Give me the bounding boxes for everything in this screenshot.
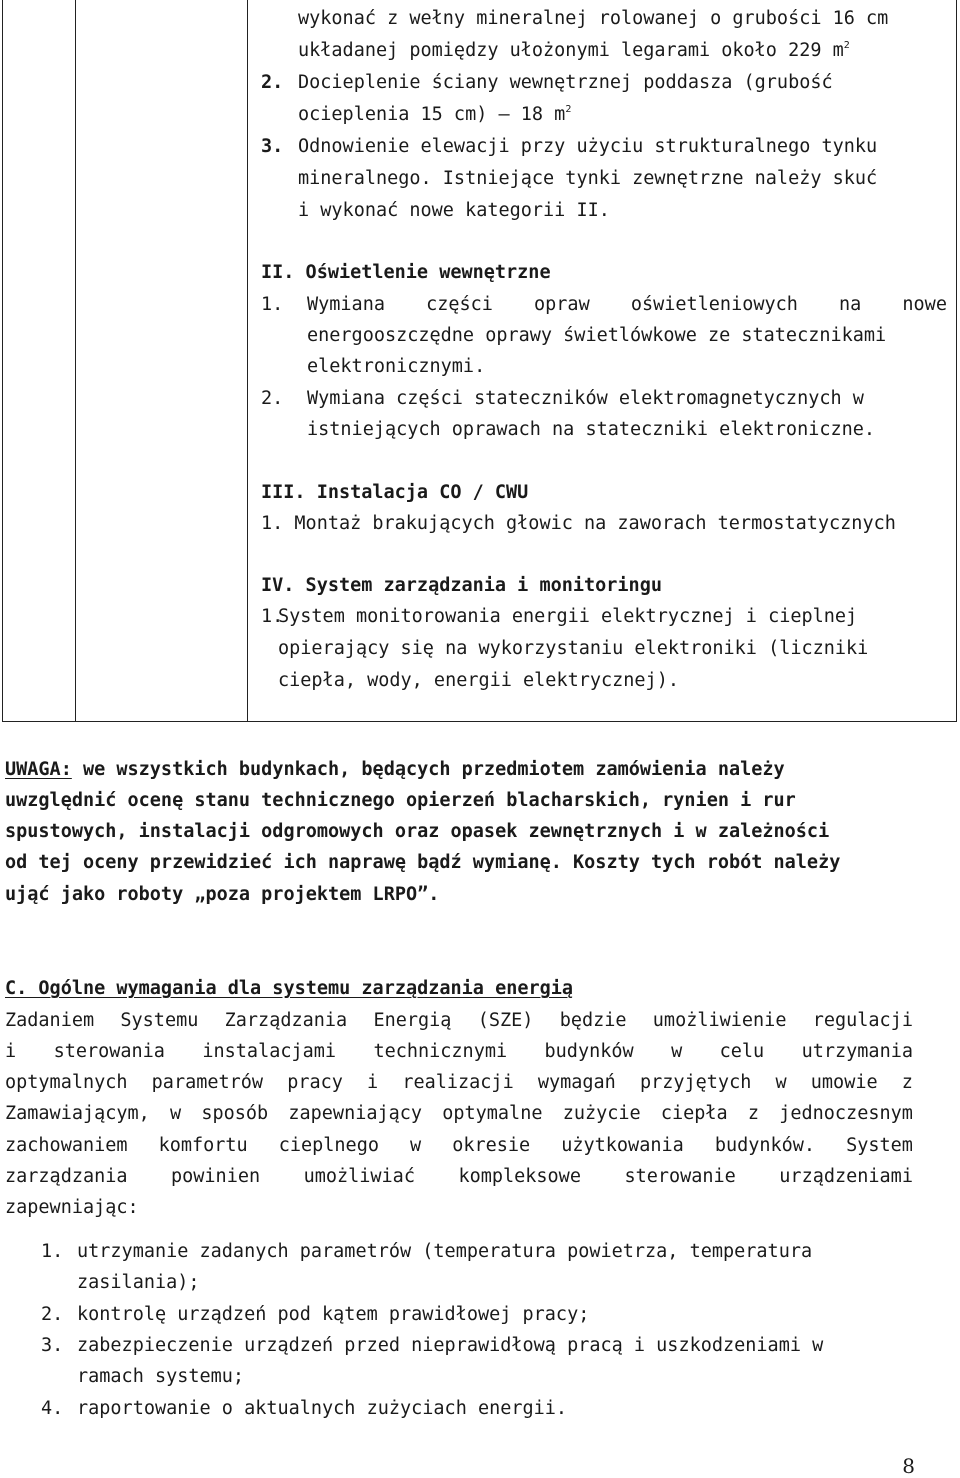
paragraph-line: zarządzania powinien umożliwiać kompleksowe sterowanie urządzeniami bbox=[5, 1166, 913, 1187]
item-number: 2. bbox=[261, 388, 284, 409]
list-item: zabezpieczenie urządzeń przed nieprawidłową pracą i uszkodzeniami w bbox=[77, 1335, 824, 1356]
item-line: ocieplenia 15 cm) – 18 $m^2$ bbox=[298, 104, 572, 125]
item-line: Docieplenie ściany wewnętrznej poddasza (grubość bbox=[298, 72, 833, 93]
paragraph-line: i sterowania instalacjami technicznymi budynków w celu utrzymania bbox=[5, 1041, 913, 1062]
note-label: UWAGA: bbox=[5, 759, 72, 780]
list-number: 1. bbox=[41, 1241, 64, 1262]
section-heading: II. Oświetlenie wewnętrzne bbox=[261, 262, 551, 283]
item-line: mineralnego. Istniejące tynki zewnętrzne należy skuć bbox=[298, 168, 878, 189]
section-c bbox=[5, 977, 915, 1427]
item-line: istniejących oprawach na stateczniki elektroniczne. bbox=[307, 419, 876, 440]
note-block bbox=[5, 758, 915, 918]
item-line: i wykonać nowe kategorii II. bbox=[298, 200, 610, 221]
section-heading: III. Instalacja CO / CWU bbox=[261, 482, 529, 503]
paragraph-line: optymalnych parametrów pracy i realizacji wymagań przyjętych w umowie z bbox=[5, 1072, 913, 1093]
table-column-divider bbox=[247, 0, 248, 721]
item-line: Wymiana części opraw oświetleniowych na nowe bbox=[307, 294, 947, 315]
list-item: ramach systemu; bbox=[77, 1366, 245, 1387]
list-number: 2. bbox=[41, 1304, 64, 1325]
item-line: energooszczędne oprawy świetlówkowe ze statecznikami bbox=[307, 325, 887, 346]
item-number: 3. bbox=[261, 136, 284, 157]
paragraph-line: Zamawiającym, w sposób zapewniający optymalne zużycie ciepła z jednoczesnym bbox=[5, 1103, 913, 1124]
list-number: 3. bbox=[41, 1335, 64, 1356]
continued-item-line: układanej pomiędzy ułożonymi legarami około 229 $m^2$ bbox=[298, 40, 850, 61]
item-number: 2. bbox=[261, 72, 284, 93]
list-item: raportowanie o aktualnych zużyciach energii. bbox=[77, 1398, 568, 1419]
section-c-heading: C. Ogólne wymagania dla systemu zarządzania energią bbox=[5, 978, 574, 999]
page-number: 8 bbox=[902, 1454, 915, 1478]
note-line: uwzględnić ocenę stanu technicznego opierzeń blacharskich, rynien i rur bbox=[5, 790, 796, 811]
item-line: System monitorowania energii elektrycznej i cieplnej bbox=[278, 606, 858, 627]
paragraph-line: zachowaniem komfortu cieplnego w okresie użytkowania budynków. System bbox=[5, 1135, 913, 1156]
note-line: UWAGA: we wszystkich budynkach, będących przedmiotem zamówienia należy bbox=[5, 759, 785, 780]
section-heading: IV. System zarządzania i monitoringu bbox=[261, 575, 662, 596]
item-line: 1. Montaż brakujących głowic na zaworach termostatycznych bbox=[261, 513, 896, 534]
note-line: spustowych, instalacji odgromowych oraz opasek zewnętrznych i w zależności bbox=[5, 821, 830, 842]
list-item: zasilania); bbox=[77, 1272, 200, 1293]
item-line: elektronicznymi. bbox=[307, 356, 486, 377]
item-line: Wymiana części stateczników elektromagnetycznych w bbox=[307, 388, 864, 409]
table-column-divider bbox=[75, 0, 76, 721]
item-line: ciepła, wody, energii elektrycznej). bbox=[278, 670, 679, 691]
note-line: ująć jako roboty „poza projektem LRPO”. bbox=[5, 884, 440, 905]
continued-item-line: wykonać z wełny mineralnej rolowanej o grubości 16 cm bbox=[298, 8, 889, 29]
item-number: 1. bbox=[261, 606, 284, 627]
note-line: od tej oceny przewidzieć ich naprawę bądź wymianę. Koszty tych robót należy bbox=[5, 852, 841, 873]
list-item: utrzymanie zadanych parametrów (temperatura powietrza, temperatura bbox=[77, 1241, 813, 1262]
paragraph-line: Zadaniem Systemu Zarządzania Energią (SZE) będzie umożliwienie regulacji bbox=[5, 1010, 913, 1031]
list-number: 4. bbox=[41, 1398, 64, 1419]
paragraph-line: zapewniając: bbox=[5, 1197, 139, 1218]
item-line: Odnowienie elewacji przy użyciu strukturalnego tynku bbox=[298, 136, 878, 157]
item-number: 1. bbox=[261, 294, 284, 315]
list-item: kontrolę urządzeń pod kątem prawidłowej pracy; bbox=[77, 1304, 590, 1325]
scope-table bbox=[2, 0, 957, 722]
item-line: opierający się na wykorzystaniu elektroniki (liczniki bbox=[278, 638, 869, 659]
